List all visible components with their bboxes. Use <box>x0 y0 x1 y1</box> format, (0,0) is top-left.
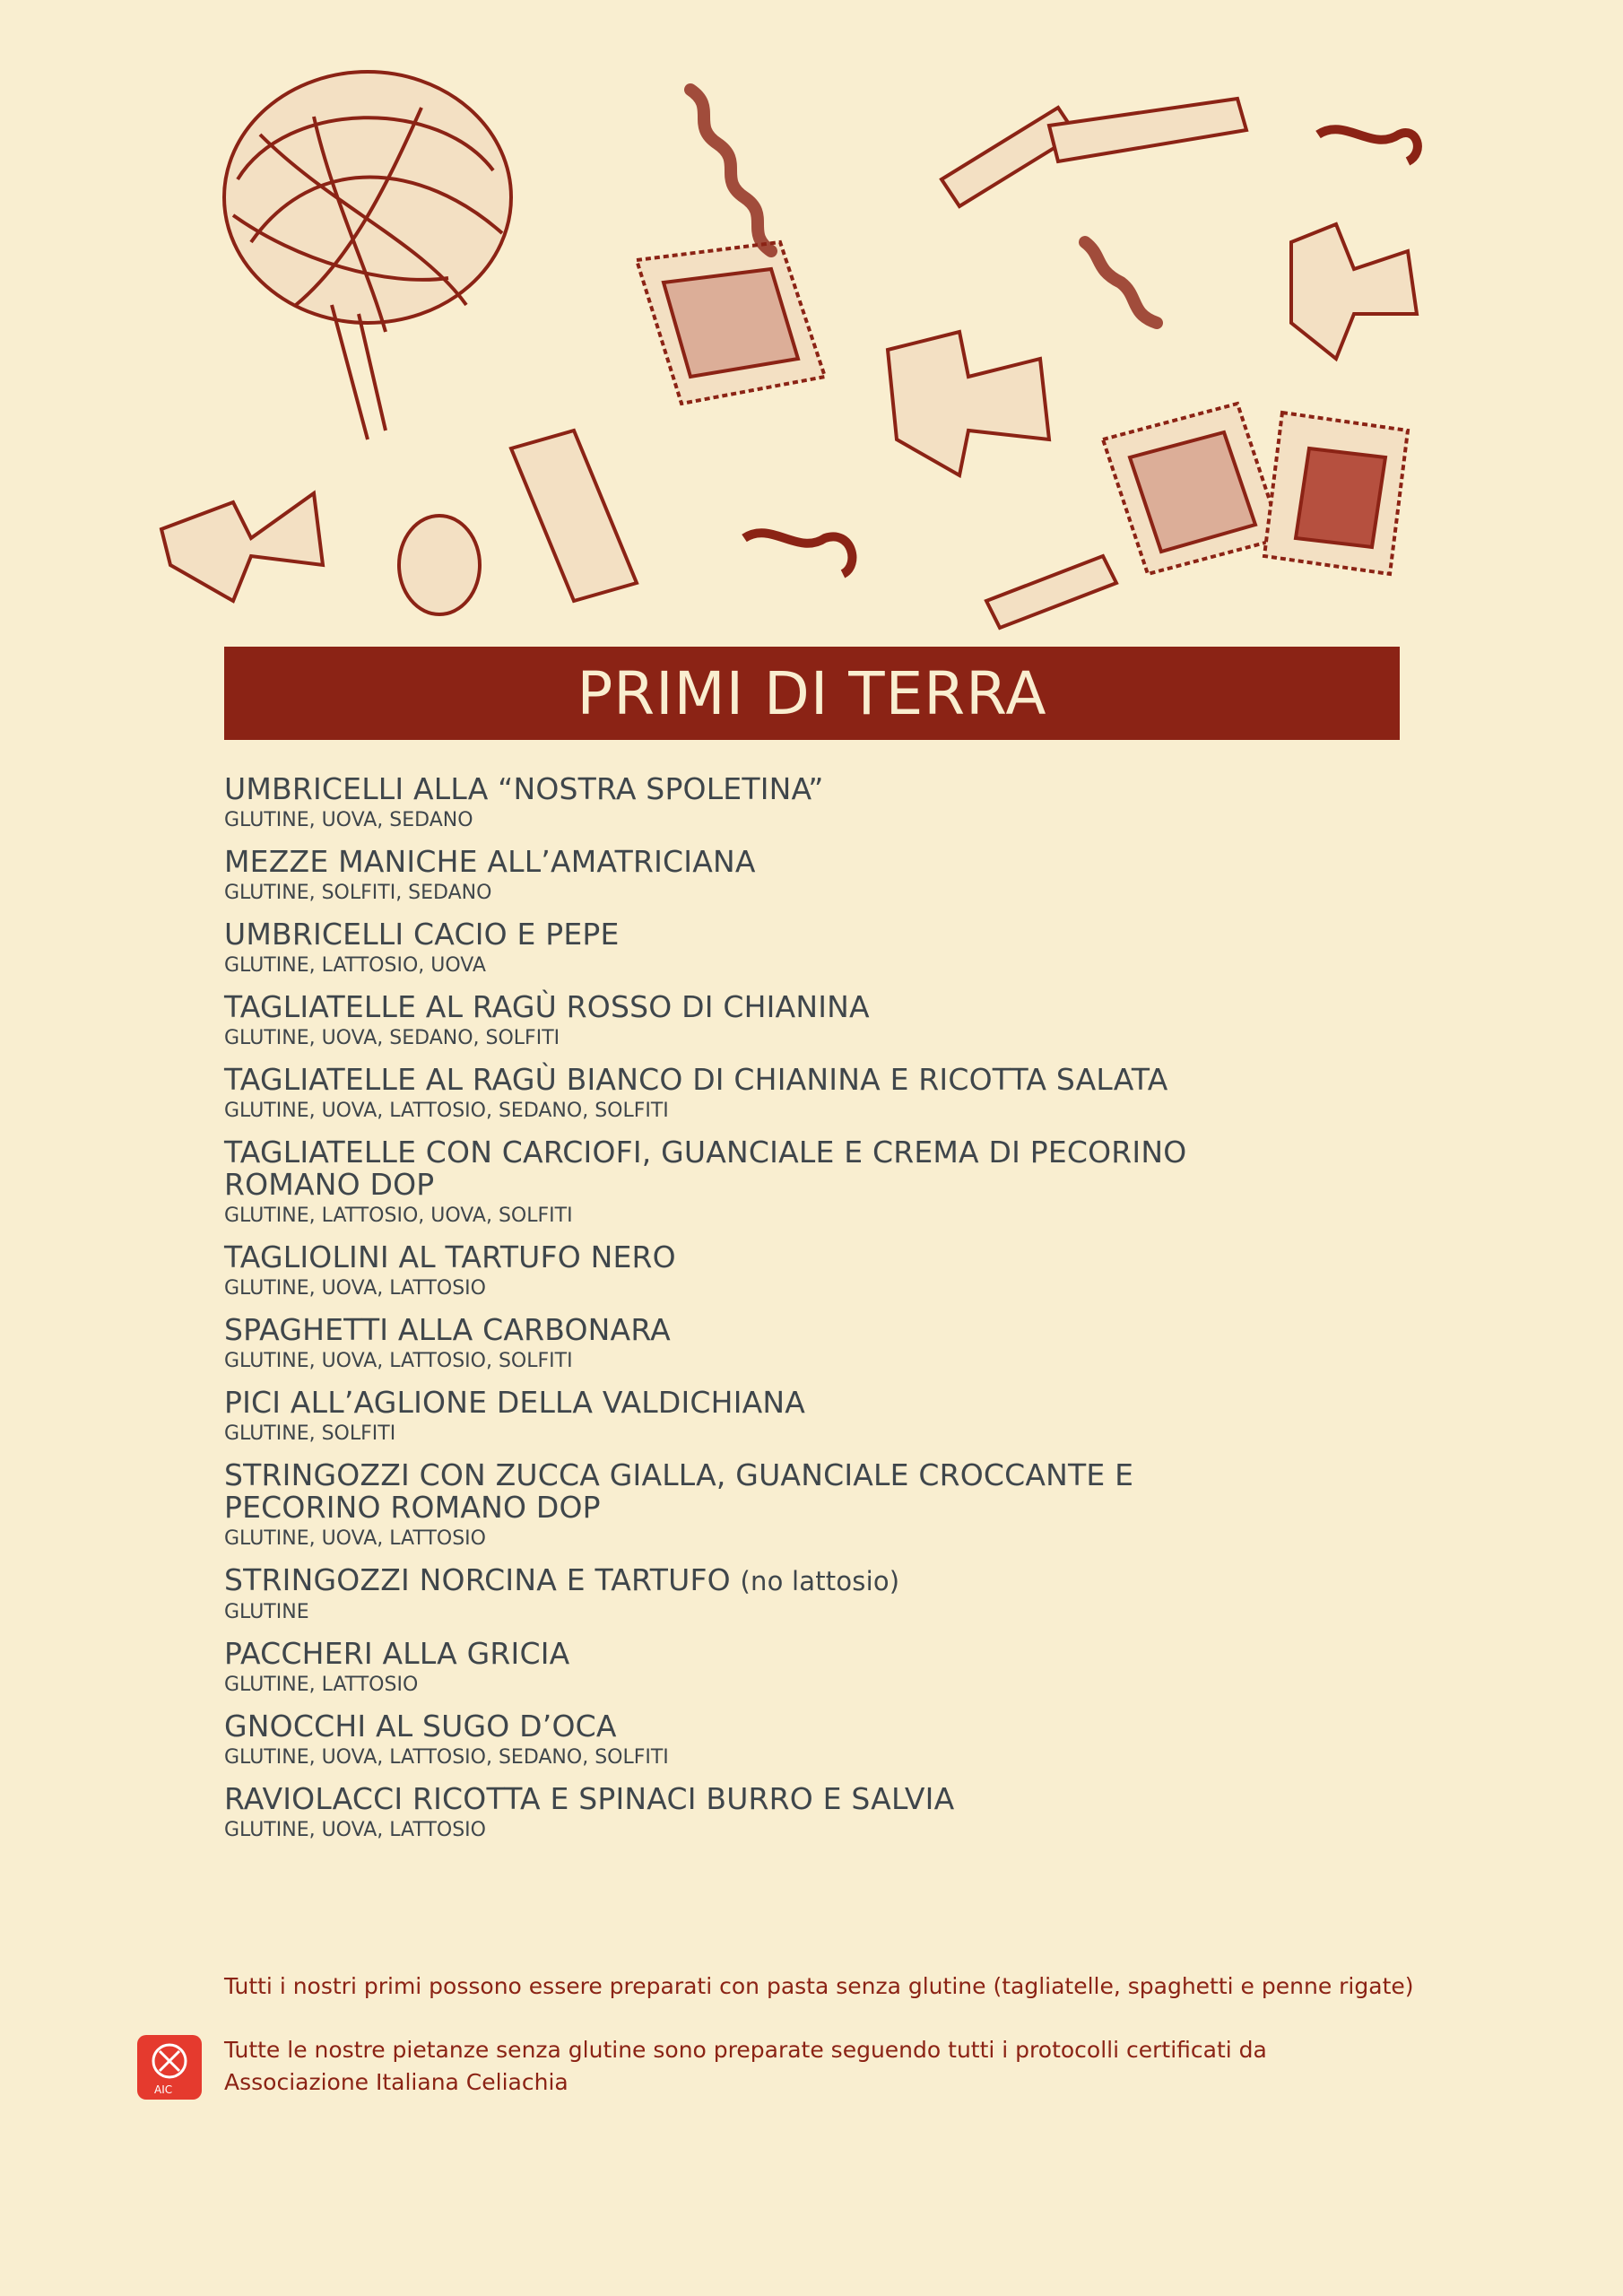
dish-allergens: GLUTINE, LATTOSIO, UOVA, SOLFITI <box>224 1205 573 1227</box>
dish-allergens: GLUTINE, LATTOSIO <box>224 1674 419 1696</box>
dish-name-continued: PECORINO ROMANO DOP <box>224 1490 601 1525</box>
dish-allergens: GLUTINE, UOVA, LATTOSIO <box>224 1819 486 1841</box>
dish-item <box>224 773 1408 834</box>
dish-item <box>224 1064 1408 1125</box>
dish-item <box>224 1459 1408 1552</box>
aic-text-line2: Associazione Italiana Celiachia <box>224 2069 568 2095</box>
dish-name: PACCHERI ALLA GRICIA <box>224 1636 570 1671</box>
dish-allergens: GLUTINE, SOLFITI, SEDANO <box>224 882 492 904</box>
dish-allergens: GLUTINE, UOVA, LATTOSIO, SEDANO, SOLFITI <box>224 1746 669 1769</box>
aic-logo-icon <box>136 2034 203 2100</box>
dish-allergens: GLUTINE, SOLFITI <box>224 1422 396 1445</box>
dish-item <box>224 1136 1408 1230</box>
ravioli-icon <box>637 242 825 404</box>
dish-item <box>224 846 1408 907</box>
dish-name-continued: ROMANO DOP <box>224 1167 435 1202</box>
ravioli-pair-icon <box>1103 404 1408 574</box>
dish-name: STRINGOZZI CON ZUCCA GIALLA, GUANCIALE CROCCANTE E <box>224 1457 1134 1492</box>
dish-allergens: GLUTINE, UOVA, LATTOSIO, SOLFITI <box>224 1350 573 1372</box>
dish-allergens: GLUTINE, UOVA, SEDANO <box>224 809 473 831</box>
dish-name: STRINGOZZI NORCINA E TARTUFO <box>224 1562 731 1597</box>
dish-item <box>224 991 1408 1052</box>
dish-item <box>224 1638 1408 1699</box>
aic-certification <box>136 2034 1436 2100</box>
dish-name: TAGLIATELLE CON CARCIOFI, GUANCIALE E CREMA DI PECORINO <box>224 1135 1187 1170</box>
section-banner <box>224 647 1400 740</box>
section-title: PRIMI DI TERRA <box>577 658 1047 728</box>
dish-item <box>224 1564 1408 1626</box>
aic-text <box>224 2034 1300 2100</box>
penne-icon <box>511 99 1246 628</box>
dish-name: TAGLIOLINI AL TARTUFO NERO <box>224 1239 676 1274</box>
aic-logo-text: AIC <box>154 2083 173 2096</box>
dish-name: UMBRICELLI CACIO E PEPE <box>224 917 620 952</box>
dish-allergens: GLUTINE <box>224 1601 309 1623</box>
aic-text-line1: Tutte le nostre pietanze senza glutine sono preparate seguendo tutti i protocolli certificati da <box>224 2037 1267 2063</box>
dish-name: RAVIOLACCI RICOTTA E SPINACI BURRO E SALVIA <box>224 1781 955 1816</box>
dish-allergens: GLUTINE, UOVA, LATTOSIO <box>224 1277 486 1300</box>
dish-item <box>224 1314 1408 1375</box>
dish-note: (no lattosio) <box>740 1566 900 1596</box>
dish-allergens: GLUTINE, UOVA, SEDANO, SOLFITI <box>224 1027 560 1049</box>
dish-item <box>224 1387 1408 1448</box>
dish-item <box>224 918 1408 979</box>
dish-list <box>224 773 1408 1856</box>
dish-item <box>224 1710 1408 1771</box>
dish-name-row <box>224 1564 1408 1597</box>
dish-item <box>224 1783 1408 1844</box>
dish-name: UMBRICELLI ALLA “NOSTRA SPOLETINA” <box>224 771 824 806</box>
dish-name: PICI ALL’AGLIONE DELLA VALDICHIANA <box>224 1385 806 1420</box>
pasta-illustration <box>152 63 1462 637</box>
dish-allergens: GLUTINE, UOVA, LATTOSIO <box>224 1527 486 1550</box>
dish-allergens: GLUTINE, LATTOSIO, UOVA <box>224 954 486 977</box>
dish-name: SPAGHETTI ALLA CARBONARA <box>224 1312 671 1347</box>
gluten-free-note: Tutti i nostri primi possono essere preparati con pasta senza glutine (tagliatelle, spaghetti e penne rigate) <box>224 1973 1414 1999</box>
dish-name: GNOCCHI AL SUGO D’OCA <box>224 1709 617 1744</box>
dish-item <box>224 1241 1408 1302</box>
dish-name: TAGLIATELLE AL RAGÙ ROSSO DI CHIANINA <box>224 989 870 1024</box>
dish-name: TAGLIATELLE AL RAGÙ BIANCO DI CHIANINA E RICOTTA SALATA <box>224 1062 1168 1097</box>
pasta-illustration-svg <box>152 63 1462 637</box>
tagliatelle-nest-icon <box>224 72 511 439</box>
dish-allergens: GLUTINE, UOVA, LATTOSIO, SEDANO, SOLFITI <box>224 1100 669 1122</box>
dish-name: MEZZE MANICHE ALL’AMATRICIANA <box>224 844 756 879</box>
